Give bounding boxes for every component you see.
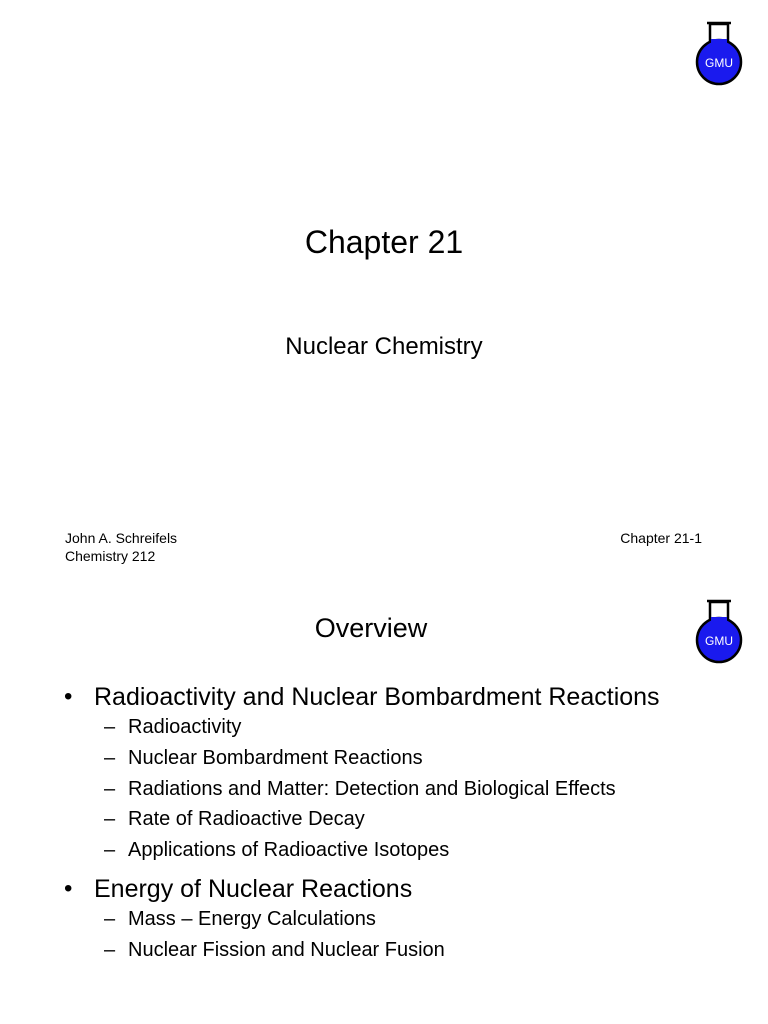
sub-list <box>94 905 742 967</box>
sub-item: – Rate of Radioactive Decay <box>104 808 365 831</box>
logo-label: GMU <box>705 56 733 70</box>
outline-item <box>62 873 742 967</box>
sub-item: – Mass – Energy Calculations <box>104 907 376 930</box>
bullet-marker: • <box>64 874 73 902</box>
sub-item-text: Radioactivity <box>128 716 242 738</box>
sub-item-text: Applications of Radioactive Isotopes <box>128 839 450 862</box>
sub-item-text: Nuclear Fission and Nuclear Fusion <box>128 938 445 961</box>
footer-author-block <box>65 529 177 565</box>
sub-item-text: Nuclear Bombardment Reactions <box>128 746 423 769</box>
overview-slide <box>0 580 768 1024</box>
footer-course: Chemistry 212 <box>65 548 156 564</box>
chapter-title: Chapter 21 <box>304 224 464 260</box>
outline-item <box>62 681 742 867</box>
sub-list <box>94 713 742 867</box>
footer-page-number: Chapter 21-1 <box>620 530 702 546</box>
flask-icon <box>694 20 744 88</box>
outline-item-text: Radioactivity and Nuclear Bombardment Reactions <box>94 683 660 711</box>
sub-item: – Nuclear Bombardment Reactions <box>104 746 423 769</box>
gmu-flask-logo <box>694 20 744 88</box>
sub-item-text: Rate of Radioactive Decay <box>128 808 365 831</box>
sub-item-text: Mass – Energy Calculations <box>128 907 376 930</box>
chapter-subtitle: Nuclear Chemistry <box>285 333 483 360</box>
sub-item-text: Radiations and Matter: Detection and Biological Effects <box>128 777 616 800</box>
overview-title: Overview <box>314 613 428 643</box>
footer-author: John A. Schreifels <box>65 530 178 546</box>
sub-item: – Nuclear Fission and Nuclear Fusion <box>104 938 445 961</box>
sub-item: – Radioactivity <box>104 716 242 738</box>
logo-label: GMU <box>705 634 733 648</box>
sub-item: – Radiations and Matter: Detection and Biological Effects <box>104 777 616 800</box>
bullet-marker: • <box>64 683 73 710</box>
outline-item-text: Energy of Nuclear Reactions <box>94 874 413 903</box>
overview-outline <box>62 681 742 973</box>
sub-item: – Applications of Radioactive Isotopes <box>104 839 450 862</box>
